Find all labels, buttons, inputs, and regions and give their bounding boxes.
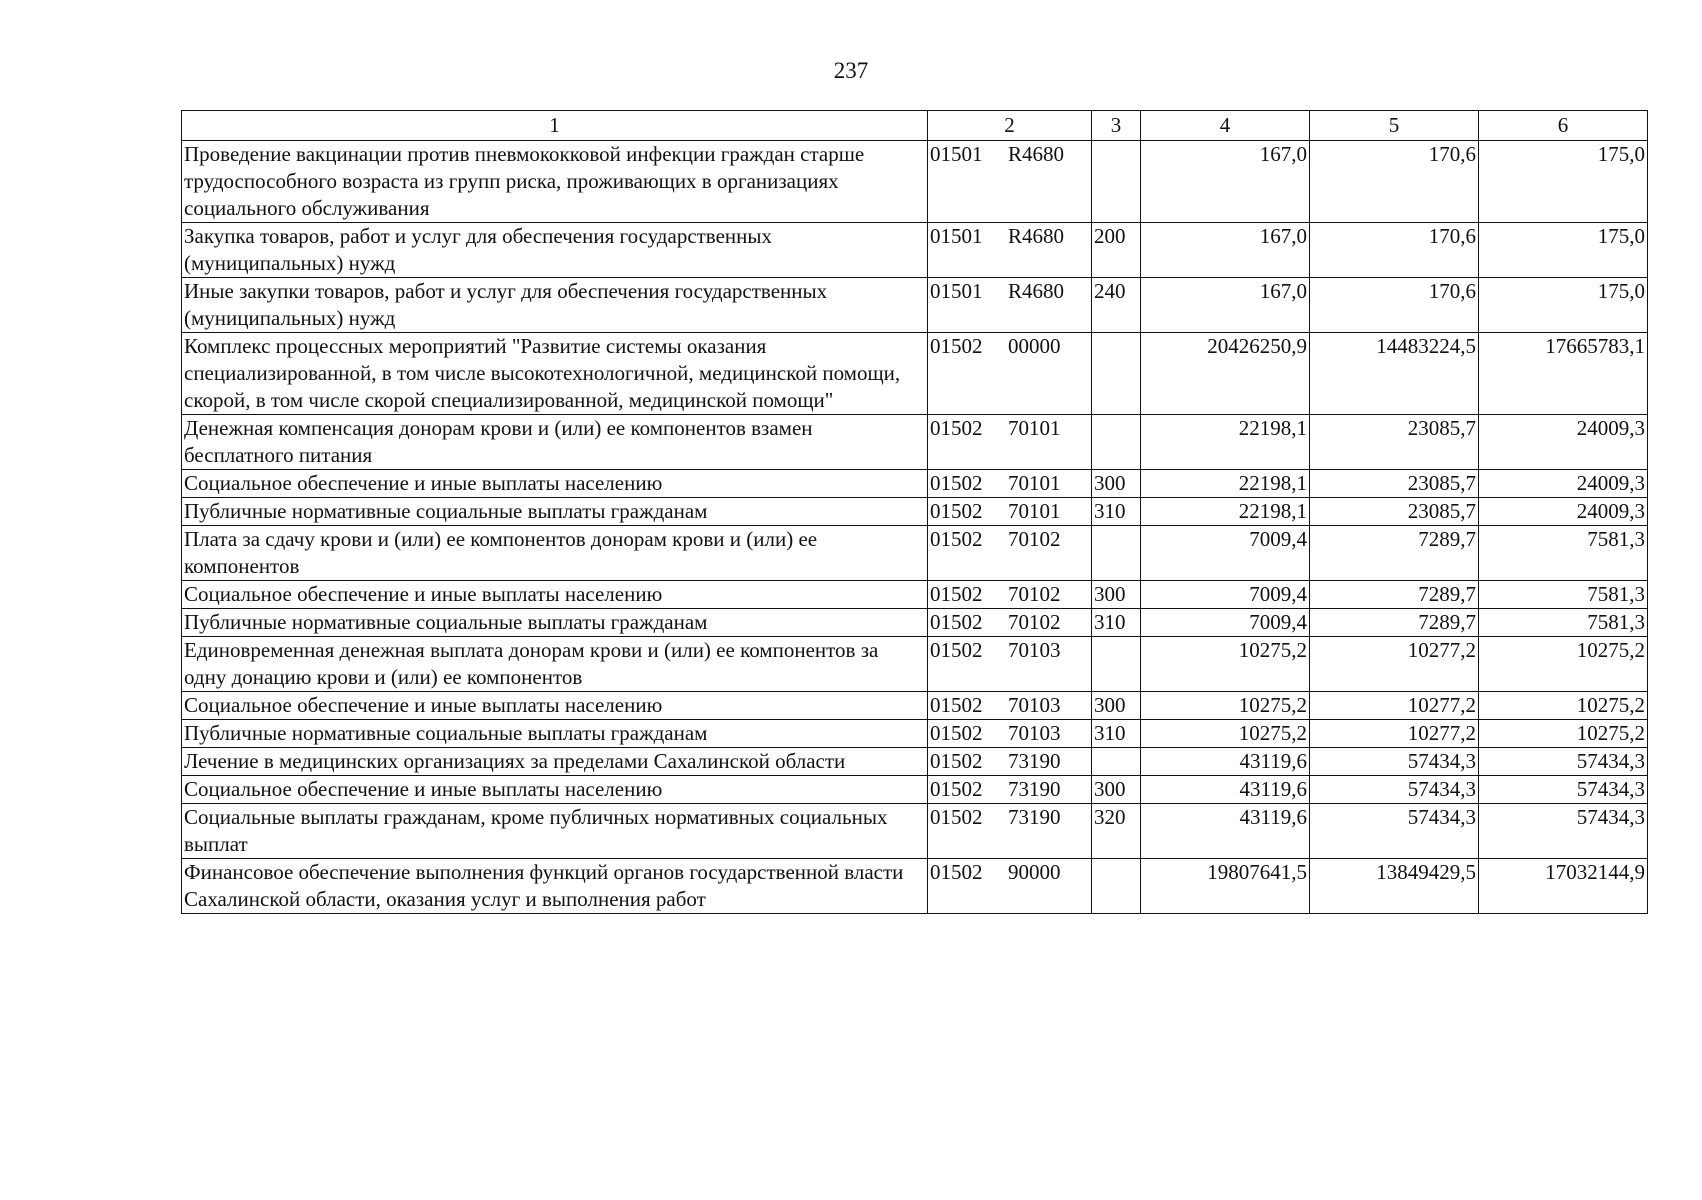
direction-code: 73190: [1008, 749, 1061, 773]
amount-6: 7581,3: [1479, 526, 1648, 581]
expense-type-code: 320: [1092, 804, 1141, 859]
table-row: [182, 526, 1648, 581]
amount-5: 7289,7: [1310, 581, 1479, 609]
row-code: [928, 804, 1092, 859]
row-name: Комплекс процессных мероприятий "Развитие системы оказания специализированной, в том числе высокотехнологичной, медицинской помощи, скорой, в том числе скорой специализированной, медицинской помощи": [182, 333, 928, 415]
amount-4: 10275,2: [1141, 692, 1310, 720]
program-code: 01502: [930, 805, 983, 829]
program-code: 01502: [930, 749, 983, 773]
expense-type-code: [1092, 637, 1141, 692]
amount-5: 14483224,5: [1310, 333, 1479, 415]
table-row: [182, 748, 1648, 776]
table-row: [182, 804, 1648, 859]
amount-4: 20426250,9: [1141, 333, 1310, 415]
row-name: Финансовое обеспечение выполнения функций органов государственной власти Сахалинской области, оказания услуг и выполнения работ: [182, 859, 928, 914]
direction-code: 73190: [1008, 777, 1061, 801]
direction-code: 70103: [1008, 638, 1061, 662]
amount-5: 7289,7: [1310, 526, 1479, 581]
table-row: [182, 692, 1648, 720]
table-row: [182, 720, 1648, 748]
program-code: 01501: [930, 142, 983, 166]
row-name: Социальное обеспечение и иные выплаты населению: [182, 470, 928, 498]
table-row: [182, 141, 1648, 223]
header-col-5: 5: [1310, 111, 1479, 141]
direction-code: 73190: [1008, 805, 1061, 829]
row-code: [928, 637, 1092, 692]
row-name: Публичные нормативные социальные выплаты гражданам: [182, 720, 928, 748]
amount-6: 175,0: [1479, 278, 1648, 333]
table-row: [182, 415, 1648, 470]
amount-5: 170,6: [1310, 141, 1479, 223]
budget-table: [181, 110, 1648, 914]
direction-code: 70102: [1008, 582, 1061, 606]
row-name: Проведение вакцинации против пневмококковой инфекции граждан старше трудоспособного возраста из групп риска, проживающих в организациях социального обслуживания: [182, 141, 928, 223]
direction-code: R4680: [1008, 279, 1065, 303]
amount-6: 10275,2: [1479, 692, 1648, 720]
row-code: [928, 333, 1092, 415]
direction-code: 70102: [1008, 610, 1061, 634]
amount-6: 57434,3: [1479, 748, 1648, 776]
amount-4: 7009,4: [1141, 526, 1310, 581]
row-code: [928, 776, 1092, 804]
amount-6: 7581,3: [1479, 609, 1648, 637]
amount-6: 17032144,9: [1479, 859, 1648, 914]
amount-6: 10275,2: [1479, 720, 1648, 748]
program-code: 01502: [930, 638, 983, 662]
amount-4: 167,0: [1141, 141, 1310, 223]
amount-4: 43119,6: [1141, 776, 1310, 804]
row-code: [928, 609, 1092, 637]
row-code: [928, 141, 1092, 223]
row-name: Иные закупки товаров, работ и услуг для обеспечения государственных (муниципальных) нужд: [182, 278, 928, 333]
program-code: 01502: [930, 527, 983, 551]
header-row: [182, 111, 1648, 141]
direction-code: 90000: [1008, 860, 1061, 884]
amount-6: 10275,2: [1479, 637, 1648, 692]
amount-5: 170,6: [1310, 278, 1479, 333]
program-code: 01502: [930, 499, 983, 523]
program-code: 01502: [930, 777, 983, 801]
expense-type-code: [1092, 415, 1141, 470]
header-col-2: 2: [928, 111, 1092, 141]
table-row: [182, 609, 1648, 637]
program-code: 01502: [930, 416, 983, 440]
amount-4: 43119,6: [1141, 804, 1310, 859]
expense-type-code: 300: [1092, 692, 1141, 720]
row-name: Социальное обеспечение и иные выплаты населению: [182, 776, 928, 804]
amount-6: 17665783,1: [1479, 333, 1648, 415]
amount-5: 10277,2: [1310, 637, 1479, 692]
direction-code: 70103: [1008, 693, 1061, 717]
row-code: [928, 859, 1092, 914]
amount-4: 22198,1: [1141, 498, 1310, 526]
row-code: [928, 720, 1092, 748]
row-code: [928, 498, 1092, 526]
expense-type-code: 310: [1092, 720, 1141, 748]
amount-4: 43119,6: [1141, 748, 1310, 776]
program-code: 01502: [930, 721, 983, 745]
row-name: Публичные нормативные социальные выплаты гражданам: [182, 498, 928, 526]
expense-type-code: 300: [1092, 581, 1141, 609]
table-row: [182, 581, 1648, 609]
amount-5: 13849429,5: [1310, 859, 1479, 914]
table-row: [182, 470, 1648, 498]
table-row: [182, 859, 1648, 914]
amount-5: 57434,3: [1310, 804, 1479, 859]
page-number: 237: [833, 58, 869, 83]
expense-type-code: [1092, 859, 1141, 914]
table-row: [182, 776, 1648, 804]
amount-5: 23085,7: [1310, 415, 1479, 470]
amount-4: 22198,1: [1141, 415, 1310, 470]
expense-type-code: [1092, 526, 1141, 581]
amount-6: 24009,3: [1479, 470, 1648, 498]
program-code: 01501: [930, 279, 983, 303]
row-name: Единовременная денежная выплата донорам крови и (или) ее компонентов за одну донацию крови и (или) ее компонентов: [182, 637, 928, 692]
expense-type-code: 300: [1092, 776, 1141, 804]
program-code: 01502: [930, 471, 983, 495]
amount-4: 167,0: [1141, 278, 1310, 333]
amount-5: 7289,7: [1310, 609, 1479, 637]
expense-type-code: [1092, 333, 1141, 415]
row-name: Публичные нормативные социальные выплаты гражданам: [182, 609, 928, 637]
program-code: 01501: [930, 224, 983, 248]
amount-6: 7581,3: [1479, 581, 1648, 609]
row-code: [928, 692, 1092, 720]
row-code: [928, 526, 1092, 581]
amount-6: 57434,3: [1479, 804, 1648, 859]
header-col-4: 4: [1141, 111, 1310, 141]
row-name: Социальное обеспечение и иные выплаты населению: [182, 692, 928, 720]
expense-type-code: [1092, 748, 1141, 776]
row-code: [928, 748, 1092, 776]
row-name: Денежная компенсация донорам крови и (или) ее компонентов взамен бесплатного питания: [182, 415, 928, 470]
table-header: [182, 111, 1648, 141]
program-code: 01502: [930, 693, 983, 717]
amount-4: 19807641,5: [1141, 859, 1310, 914]
header-col-1: 1: [182, 111, 928, 141]
row-name: Плата за сдачу крови и (или) ее компонентов донорам крови и (или) ее компонентов: [182, 526, 928, 581]
program-code: 01502: [930, 334, 983, 358]
amount-5: 170,6: [1310, 223, 1479, 278]
amount-4: 7009,4: [1141, 581, 1310, 609]
row-name: Лечение в медицинских организациях за пределами Сахалинской области: [182, 748, 928, 776]
amount-4: 167,0: [1141, 223, 1310, 278]
direction-code: 70101: [1008, 416, 1061, 440]
table-body: [182, 141, 1648, 914]
amount-6: 24009,3: [1479, 415, 1648, 470]
expense-type-code: 300: [1092, 470, 1141, 498]
program-code: 01502: [930, 860, 983, 884]
table-row: [182, 637, 1648, 692]
program-code: 01502: [930, 610, 983, 634]
expense-type-code: 240: [1092, 278, 1141, 333]
row-name: Социальное обеспечение и иные выплаты населению: [182, 581, 928, 609]
direction-code: 70102: [1008, 527, 1061, 551]
row-code: [928, 581, 1092, 609]
expense-type-code: 310: [1092, 609, 1141, 637]
amount-5: 10277,2: [1310, 692, 1479, 720]
amount-4: 7009,4: [1141, 609, 1310, 637]
expense-type-code: 200: [1092, 223, 1141, 278]
amount-6: 175,0: [1479, 141, 1648, 223]
amount-4: 22198,1: [1141, 470, 1310, 498]
amount-4: 10275,2: [1141, 637, 1310, 692]
direction-code: 70101: [1008, 471, 1061, 495]
header-col-6: 6: [1479, 111, 1648, 141]
table-row: [182, 498, 1648, 526]
amount-6: 24009,3: [1479, 498, 1648, 526]
amount-5: 57434,3: [1310, 748, 1479, 776]
row-code: [928, 223, 1092, 278]
direction-code: 00000: [1008, 334, 1061, 358]
direction-code: R4680: [1008, 142, 1065, 166]
row-code: [928, 278, 1092, 333]
expense-type-code: 310: [1092, 498, 1141, 526]
amount-5: 23085,7: [1310, 470, 1479, 498]
table-row: [182, 223, 1648, 278]
direction-code: 70103: [1008, 721, 1061, 745]
row-name: Социальные выплаты гражданам, кроме публичных нормативных социальных выплат: [182, 804, 928, 859]
amount-5: 57434,3: [1310, 776, 1479, 804]
amount-4: 10275,2: [1141, 720, 1310, 748]
table-row: [182, 278, 1648, 333]
row-code: [928, 470, 1092, 498]
amount-6: 57434,3: [1479, 776, 1648, 804]
amount-5: 10277,2: [1310, 720, 1479, 748]
expense-type-code: [1092, 141, 1141, 223]
table-row: [182, 333, 1648, 415]
direction-code: R4680: [1008, 224, 1065, 248]
row-name: Закупка товаров, работ и услуг для обеспечения государственных (муниципальных) нужд: [182, 223, 928, 278]
amount-5: 23085,7: [1310, 498, 1479, 526]
amount-6: 175,0: [1479, 223, 1648, 278]
direction-code: 70101: [1008, 499, 1061, 523]
header-col-3: 3: [1092, 111, 1141, 141]
row-code: [928, 415, 1092, 470]
program-code: 01502: [930, 582, 983, 606]
